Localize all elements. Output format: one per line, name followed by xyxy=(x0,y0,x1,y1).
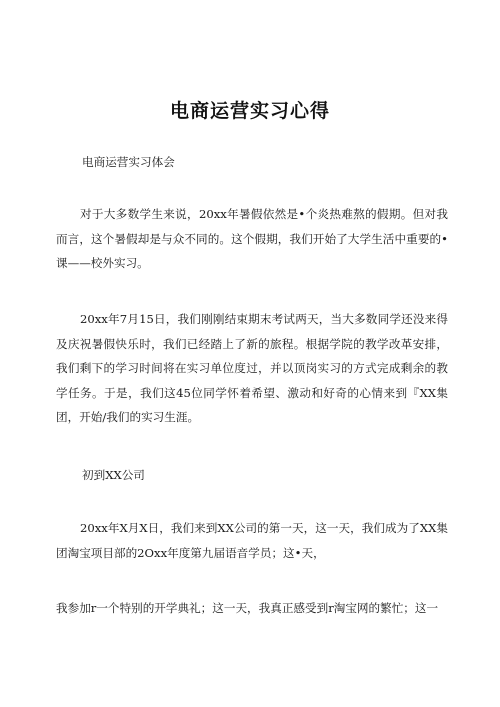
document-title: 电商运营实习心得 xyxy=(169,100,330,122)
paragraph-internship-start: 20xx年7月15日，我们刚刚结束期末考试两天，当大多数同学还没来得及庆祝暑假快乐时，我们已经踏上了新的旅程。根据学院的教学改革安排，我们剩下的学习时间将在实习单位度过，并以顶岗实习的方式完成剩余的教学任务。于是，我们这45位同学怀着希望、激动和好奇的心情来到『XX集团，开始/我们的实习生涯。 xyxy=(56,312,448,424)
paragraph-first-day: 20xx年X月X日，我们来到XX公司的第一天，这一天，我们成为了XX集团淘宝项目部的2Oxx年度第九届语音学员；这•天， xyxy=(56,521,448,560)
paragraph-opening-ceremony: 我参加r一个特别的开学典礼；这一天，我真正感受到r淘宝网的繁忙；这一 xyxy=(56,601,439,615)
document-subtitle: 电商运营实习体会 xyxy=(82,155,175,169)
paragraph-intro: 对于大多数学生来说，20xx年暑假依然是•个炎热难熬的假期。但对我而言，这个暑假却是与众不同的。这个假期，我们开始了大学生活中重要的•课——校外实习。 xyxy=(56,207,448,270)
section-heading: 初到XX公司 xyxy=(82,468,145,482)
